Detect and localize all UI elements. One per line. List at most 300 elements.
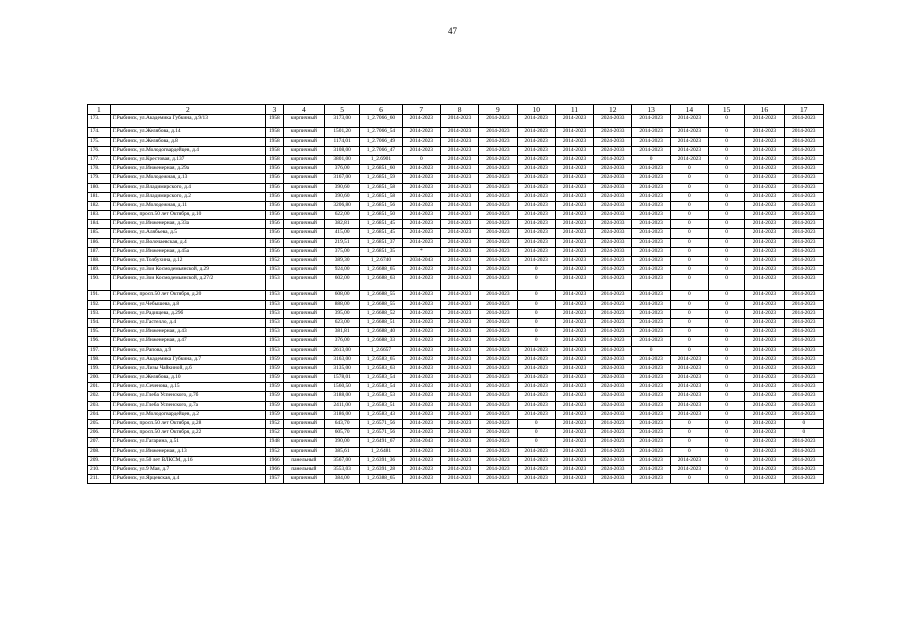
table-cell: 2014-2023 bbox=[784, 328, 823, 337]
table-cell: кирпичный bbox=[283, 192, 324, 201]
table-cell: 2014-2023 bbox=[517, 456, 555, 465]
table-cell: 2014-2023 bbox=[479, 309, 517, 318]
table-cell: Г.Рыбинск, ул.50 лет ВЛКСМ, д.16 bbox=[110, 456, 265, 465]
table-cell: Г.Рыбинск, просп.50 лет Октября, д.20 bbox=[110, 291, 265, 300]
table-cell: 2024-2033 bbox=[594, 355, 632, 364]
table-cell: 2014-2023 bbox=[517, 211, 555, 220]
table-cell: 0 bbox=[517, 291, 555, 300]
table-row bbox=[88, 401, 824, 410]
table-cell: 2014-2023 bbox=[517, 155, 555, 164]
table-cell: 2014-2023 bbox=[555, 429, 593, 438]
column-header: 14 bbox=[670, 105, 708, 115]
table-cell: 2014-2023 bbox=[402, 420, 440, 429]
table-cell: 2014-2023 bbox=[594, 346, 632, 355]
table-cell: 1959 bbox=[266, 355, 284, 364]
table-cell: 0 bbox=[670, 328, 708, 337]
table-cell: 2014-2023 bbox=[555, 337, 593, 346]
table-cell: 2014-2023 bbox=[555, 401, 593, 410]
table-cell: 2014-2023 bbox=[440, 318, 478, 327]
table-cell: 2014-2023 bbox=[784, 229, 823, 238]
table-cell: 2014-2023 bbox=[784, 475, 823, 484]
table-cell: 2014-2023 bbox=[555, 383, 593, 392]
table-cell: 2024-2033 bbox=[594, 229, 632, 238]
table-cell: 2014-2023 bbox=[402, 183, 440, 192]
table-cell: 1_2.6851_56 bbox=[360, 201, 402, 210]
table-cell: 2024-2033 bbox=[594, 364, 632, 373]
table-cell: 2024-2033 bbox=[594, 247, 632, 256]
table-cell: 202. bbox=[88, 392, 111, 401]
table-cell: 0 bbox=[709, 401, 745, 410]
table-cell: 2014-2023 bbox=[440, 475, 478, 484]
table-cell: 2014-2023 bbox=[440, 229, 478, 238]
table-cell: Г.Рыбинск, ул.Сеченова, д.15 bbox=[110, 383, 265, 392]
table-cell: 2014-2023 bbox=[555, 201, 593, 210]
table-cell: 183. bbox=[88, 211, 111, 220]
table-cell: 0 bbox=[709, 155, 745, 164]
table-cell: 0 bbox=[709, 410, 745, 419]
table-cell: 2014-2023 bbox=[745, 429, 784, 438]
table-cell: 2014-2023 bbox=[479, 374, 517, 383]
table-cell: 2014-2023 bbox=[632, 291, 670, 300]
table-cell: 2014-2023 bbox=[517, 201, 555, 210]
table-cell: 1959 bbox=[266, 401, 284, 410]
table-cell: 2014-2023 bbox=[784, 401, 823, 410]
table-cell: 2014-2023 bbox=[555, 275, 593, 291]
table-cell: 3188,00 bbox=[325, 392, 360, 401]
table-cell: 2014-2023 bbox=[479, 137, 517, 146]
table-row bbox=[88, 383, 824, 392]
table-row bbox=[88, 128, 824, 137]
table-cell: 1959 bbox=[266, 364, 284, 373]
table-cell: 3108,00 bbox=[325, 146, 360, 155]
table-cell: 2014-2023 bbox=[555, 410, 593, 419]
table-cell: 2014-2023 bbox=[632, 420, 670, 429]
table-cell: Г.Рыбинск, ул.Крестовая, д.137 bbox=[110, 155, 265, 164]
table-cell: 1_2.6583_63 bbox=[360, 364, 402, 373]
table-cell: Г.Рыбинск, ул.Молодежная, д.13 bbox=[110, 174, 265, 183]
table-cell: 2014-2023 bbox=[670, 401, 708, 410]
table-cell: 2014-2023 bbox=[784, 392, 823, 401]
table-cell: 1_2.6688_55 bbox=[360, 300, 402, 309]
table-cell: 2024-2033 bbox=[594, 192, 632, 201]
table-cell: 0 bbox=[709, 266, 745, 275]
table-cell: 2014-2023 bbox=[555, 137, 593, 146]
table-row bbox=[88, 238, 824, 247]
table-cell: 2014-2023 bbox=[479, 266, 517, 275]
table-cell: Г.Рыбинск, ул.Гагарина, д.51 bbox=[110, 438, 265, 447]
table-cell: 2014-2023 bbox=[594, 257, 632, 266]
table-cell: 0 bbox=[709, 128, 745, 137]
table-cell: Г.Рыбинск, ул.Инженерная, д.47 bbox=[110, 337, 265, 346]
table-cell: 194. bbox=[88, 318, 111, 327]
table-cell: 2014-2023 bbox=[594, 429, 632, 438]
table-cell: 2014-2023 bbox=[632, 318, 670, 327]
table-cell: 2014-2023 bbox=[440, 374, 478, 383]
table-cell: 2014-2023 bbox=[745, 247, 784, 256]
table-cell: 2014-2023 bbox=[594, 291, 632, 300]
table-cell: 2014-2023 bbox=[555, 155, 593, 164]
table-cell: 2014-2023 bbox=[745, 291, 784, 300]
column-header: 13 bbox=[632, 105, 670, 115]
table-cell: кирпичный bbox=[283, 318, 324, 327]
table-cell: 2014-2023 bbox=[632, 355, 670, 364]
table-cell: 2014-2023 bbox=[517, 146, 555, 155]
table-row bbox=[88, 410, 824, 419]
table-cell: 0 bbox=[517, 438, 555, 447]
table-cell: 2014-2023 bbox=[784, 291, 823, 300]
table-cell: 0 bbox=[709, 456, 745, 465]
table-cell: 2014-2023 bbox=[745, 410, 784, 419]
table-cell: 2014-2023 bbox=[440, 155, 478, 164]
table-cell: 2014-2023 bbox=[745, 447, 784, 456]
table-row bbox=[88, 374, 824, 383]
table-cell: 2014-2023 bbox=[402, 291, 440, 300]
table-cell: 1948 bbox=[266, 438, 284, 447]
table-cell: 2014-2023 bbox=[517, 392, 555, 401]
table-cell: 2014-2023 bbox=[745, 346, 784, 355]
table-cell: Г.Рыбинск, ул.Ярцевская, д.4 bbox=[110, 475, 265, 484]
table-cell: Г.Рыбинск, ул.Инженерная, д.13 bbox=[110, 447, 265, 456]
table-cell: 0 bbox=[709, 374, 745, 383]
table-cell: 2014-2023 bbox=[402, 355, 440, 364]
table-cell: 2014-2023 bbox=[670, 137, 708, 146]
table-cell: 2014-2023 bbox=[745, 438, 784, 447]
table-cell: 193. bbox=[88, 309, 111, 318]
table-cell: 1953 bbox=[266, 337, 284, 346]
table-cell: 1953 bbox=[266, 275, 284, 291]
table-cell: 2014-2023 bbox=[784, 456, 823, 465]
table-cell: 1966 bbox=[266, 465, 284, 474]
table-cell: 1_2.7066_60 bbox=[360, 115, 402, 128]
table-cell: 2014-2023 bbox=[745, 465, 784, 474]
table-cell: кирпичный bbox=[283, 137, 324, 146]
table-cell: 2014-2023 bbox=[479, 247, 517, 256]
housing-table bbox=[87, 104, 824, 484]
table-cell: Г.Рыбинск, ул.Академика Губкина, д.9/13 bbox=[110, 115, 265, 128]
table-cell: 2014-2023 bbox=[632, 475, 670, 484]
table-cell: 1956 bbox=[266, 220, 284, 229]
table-cell: 2024-2033 bbox=[594, 211, 632, 220]
table-cell: 2024-2033 bbox=[594, 201, 632, 210]
table-cell: кирпичный bbox=[283, 275, 324, 291]
table-cell: 2014-2023 bbox=[745, 401, 784, 410]
table-cell: 2014-2023 bbox=[440, 238, 478, 247]
table-row bbox=[88, 183, 824, 192]
table-cell: 376,00 bbox=[325, 337, 360, 346]
table-cell: 2024-2033 bbox=[594, 115, 632, 128]
table-cell: 2014-2023 bbox=[784, 183, 823, 192]
table-cell: 2014-2023 bbox=[440, 328, 478, 337]
table-cell: 2014-2023 bbox=[745, 165, 784, 174]
table-row bbox=[88, 392, 824, 401]
table-cell: Г.Рыбинск, ул.Инженерная, д.33а bbox=[110, 220, 265, 229]
table-cell: 1956 bbox=[266, 174, 284, 183]
table-cell: 2014-2023 bbox=[555, 266, 593, 275]
table-cell: 2014-2023 bbox=[784, 247, 823, 256]
table-cell: 2014-2023 bbox=[784, 410, 823, 419]
table-cell: кирпичный bbox=[283, 183, 324, 192]
table-cell: 2014-2023 bbox=[440, 346, 478, 355]
table-cell: 2014-2023 bbox=[440, 275, 478, 291]
table-cell: 176. bbox=[88, 146, 111, 155]
table-cell: 2014-2023 bbox=[479, 465, 517, 474]
table-cell: 2014-2023 bbox=[402, 174, 440, 183]
table-row bbox=[88, 257, 824, 266]
table-cell: 2024-2033 bbox=[594, 220, 632, 229]
table-cell: 2014-2023 bbox=[402, 410, 440, 419]
table-cell: 2014-2023 bbox=[745, 183, 784, 192]
table-cell: 2014-2023 bbox=[745, 220, 784, 229]
table-cell: Г.Рыбинск, ул.Лизы Чайкиной, д.6 bbox=[110, 364, 265, 373]
table-cell: 2014-2023 bbox=[745, 137, 784, 146]
table-cell: кирпичный bbox=[283, 115, 324, 128]
table-cell: 2014-2023 bbox=[745, 309, 784, 318]
table-cell: Г.Рыбинск, ул.Владимирского, д.2 bbox=[110, 192, 265, 201]
table-cell: Г.Рыбинск, ул.Рапова, д.9 bbox=[110, 346, 265, 355]
table-cell: 0 bbox=[670, 201, 708, 210]
table-cell: 2014-2023 bbox=[670, 383, 708, 392]
table-cell: Г.Рыбинск, просп.50 лет Октября, д.28 bbox=[110, 420, 265, 429]
table-cell: Г.Рыбинск, ул.Инженерная, д.43 bbox=[110, 328, 265, 337]
table-cell: 2014-2023 bbox=[555, 220, 593, 229]
table-cell: Г.Рыбинск, ул.Молодежная, д.11 bbox=[110, 201, 265, 210]
table-cell: 208. bbox=[88, 447, 111, 456]
table-cell: 2014-2023 bbox=[402, 128, 440, 137]
table-cell: 2014-2023 bbox=[479, 291, 517, 300]
table-cell: 385,61 bbox=[325, 447, 360, 456]
table-cell: 2014-2023 bbox=[594, 309, 632, 318]
column-header: 15 bbox=[709, 105, 745, 115]
table-cell: 2014-2023 bbox=[632, 392, 670, 401]
table-cell: 1_2.6481 bbox=[360, 447, 402, 456]
table-cell: 1_2.6583_65 bbox=[360, 355, 402, 364]
table-cell: 2024-2033 bbox=[594, 183, 632, 192]
table-cell: 2014-2023 bbox=[632, 192, 670, 201]
table-cell: 1_2.6901 bbox=[360, 155, 402, 164]
table-cell: 2014-2023 bbox=[784, 383, 823, 392]
table-cell: 210. bbox=[88, 465, 111, 474]
table-cell: Г.Рыбинск, ул.Желябова, д.10 bbox=[110, 374, 265, 383]
table-cell: кирпичный bbox=[283, 328, 324, 337]
table-row bbox=[88, 229, 824, 238]
table-cell: 0 bbox=[670, 229, 708, 238]
column-header: 7 bbox=[402, 105, 440, 115]
table-cell: 188. bbox=[88, 257, 111, 266]
table-cell: Г.Рыбинск, ул.Молодогвардейцев, д.2 bbox=[110, 410, 265, 419]
table-cell: 0 bbox=[670, 220, 708, 229]
table-cell: 0 bbox=[670, 438, 708, 447]
table-cell: 1578,01 bbox=[325, 374, 360, 383]
table-cell: 2014-2023 bbox=[517, 346, 555, 355]
table-cell: 2014-2023 bbox=[745, 328, 784, 337]
table-cell: Г.Рыбинск, ул.Желябова, д.14 bbox=[110, 128, 265, 137]
table-cell: 1952 bbox=[266, 447, 284, 456]
table-cell: 2014-2023 bbox=[402, 475, 440, 484]
table-cell: 2014-2023 bbox=[632, 401, 670, 410]
table-cell: 0 bbox=[709, 137, 745, 146]
table-cell: 2014-2023 bbox=[517, 128, 555, 137]
table-cell: 622,00 bbox=[325, 211, 360, 220]
table-cell: 203. bbox=[88, 401, 111, 410]
table-cell: 0 bbox=[670, 346, 708, 355]
table-cell: 2014-2023 bbox=[440, 201, 478, 210]
table-cell: 2014-2023 bbox=[745, 374, 784, 383]
table-cell: 199. bbox=[88, 364, 111, 373]
table-cell: кирпичный bbox=[283, 247, 324, 256]
table-cell: Г.Рыбинск, ул.9 Мая, д.7 bbox=[110, 465, 265, 474]
table-cell: 1958 bbox=[266, 115, 284, 128]
table-cell: 2014-2023 bbox=[479, 220, 517, 229]
table-cell: 2014-2023 bbox=[440, 438, 478, 447]
table-cell: 2014-2023 bbox=[555, 374, 593, 383]
table-cell: 1_2.6583_51 bbox=[360, 401, 402, 410]
table-cell: 2014-2023 bbox=[745, 155, 784, 164]
table-row bbox=[88, 275, 824, 291]
table-cell: 2024-2033 bbox=[594, 410, 632, 419]
table-cell: 2014-2023 bbox=[632, 201, 670, 210]
table-cell: 2014-2023 bbox=[784, 257, 823, 266]
table-cell: 2014-2023 bbox=[670, 374, 708, 383]
table-cell: 0 bbox=[517, 300, 555, 309]
table-cell: 0 bbox=[784, 429, 823, 438]
table-cell: 2014-2023 bbox=[784, 465, 823, 474]
table-cell: Г.Рыбинск, просп.50 лет Октября, д.22 bbox=[110, 429, 265, 438]
table-cell: 0 bbox=[517, 420, 555, 429]
column-header: 10 bbox=[517, 105, 555, 115]
table-row bbox=[88, 355, 824, 364]
table-cell: 3567,00 bbox=[325, 456, 360, 465]
table-cell: 643,70 bbox=[325, 420, 360, 429]
table-cell: 177. bbox=[88, 155, 111, 164]
table-cell: 2014-2023 bbox=[402, 364, 440, 373]
table-cell: 381,81 bbox=[325, 328, 360, 337]
table-cell: 2014-2023 bbox=[670, 146, 708, 155]
table-cell: 1953 bbox=[266, 346, 284, 355]
table-cell: 0 bbox=[517, 309, 555, 318]
table-cell: 2014-2023 bbox=[479, 420, 517, 429]
table-cell: 0 bbox=[709, 337, 745, 346]
table-cell: 0 bbox=[670, 247, 708, 256]
table-row bbox=[88, 300, 824, 309]
table-cell: 2014-2023 bbox=[784, 115, 823, 128]
table-cell: 1_2.6583_54 bbox=[360, 374, 402, 383]
table-cell: 0 bbox=[709, 318, 745, 327]
table-cell: 2014-2023 bbox=[555, 300, 593, 309]
table-cell: 2014-2023 bbox=[594, 155, 632, 164]
table-cell: Г.Рыбинск, ул.Молодогвардейцев, д.4 bbox=[110, 146, 265, 155]
table-cell: 1_2.6391_36 bbox=[360, 456, 402, 465]
table-cell: 2014-2023 bbox=[402, 401, 440, 410]
column-header: 8 bbox=[440, 105, 478, 115]
table-cell: 1956 bbox=[266, 192, 284, 201]
table-cell: 2014-2023 bbox=[555, 392, 593, 401]
table-cell: 0 bbox=[670, 300, 708, 309]
table-cell: 0 bbox=[517, 328, 555, 337]
table-cell: 2014-2023 bbox=[479, 115, 517, 128]
table-cell: 2613,00 bbox=[325, 346, 360, 355]
table-cell: 2014-2023 bbox=[632, 229, 670, 238]
table-cell: 2014-2023 bbox=[402, 456, 440, 465]
table-cell: 2014-2023 bbox=[632, 328, 670, 337]
table-cell: 1953 bbox=[266, 300, 284, 309]
table-row bbox=[88, 211, 824, 220]
table-cell: 2024-2033 bbox=[594, 128, 632, 137]
table-cell: 2014-2023 bbox=[479, 392, 517, 401]
table-cell: 2014-2023 bbox=[479, 128, 517, 137]
table-cell: 2014-2023 bbox=[555, 364, 593, 373]
table-cell: 2014-2023 bbox=[632, 137, 670, 146]
table-cell: 1952 bbox=[266, 257, 284, 266]
table-cell: 376,00 bbox=[325, 165, 360, 174]
table-cell: 2014-2023 bbox=[784, 337, 823, 346]
table-cell: 2014-2023 bbox=[745, 275, 784, 291]
table-cell: 2014-2023 bbox=[745, 383, 784, 392]
table-cell: 0 bbox=[670, 192, 708, 201]
table-cell: 0 bbox=[709, 220, 745, 229]
column-header: 3 bbox=[266, 105, 284, 115]
table-cell: кирпичный bbox=[283, 429, 324, 438]
table-cell: 2014-2023 bbox=[402, 192, 440, 201]
table-cell: 395,00 bbox=[325, 309, 360, 318]
table-cell: 2014-2023 bbox=[517, 174, 555, 183]
table-cell: 1_2.6491_67 bbox=[360, 438, 402, 447]
table-cell: кирпичный bbox=[283, 155, 324, 164]
table-cell: 2014-2023 bbox=[402, 318, 440, 327]
table-cell: 174. bbox=[88, 128, 111, 137]
table-cell: 206. bbox=[88, 429, 111, 438]
table-row bbox=[88, 337, 824, 346]
table-cell: 2014-2023 bbox=[440, 309, 478, 318]
table-cell: 2014-2023 bbox=[745, 475, 784, 484]
table-cell: 2014-2023 bbox=[440, 410, 478, 419]
table-cell: 2014-2023 bbox=[745, 355, 784, 364]
table-cell: Г.Рыбинск, ул.Инженерная, д.29а bbox=[110, 165, 265, 174]
table-cell: 1_2.6583_43 bbox=[360, 410, 402, 419]
table-cell: 2014-2023 bbox=[517, 220, 555, 229]
table-cell: 0 bbox=[709, 211, 745, 220]
table-cell: 2014-2023 bbox=[784, 238, 823, 247]
table-cell: 1501,20 bbox=[325, 128, 360, 137]
table-cell: 2014-2023 bbox=[517, 374, 555, 383]
table-cell: 2024-2033 bbox=[594, 137, 632, 146]
table-cell: Г.Рыбинск, ул.Владимирского, д.4 bbox=[110, 183, 265, 192]
column-header: 1 bbox=[88, 105, 111, 115]
table-cell: 1959 bbox=[266, 410, 284, 419]
table-cell: 2014-2023 bbox=[479, 192, 517, 201]
table-cell: 0 bbox=[670, 266, 708, 275]
table-cell: 2014-2023 bbox=[479, 364, 517, 373]
table-cell: 2014-2023 bbox=[479, 447, 517, 456]
table-cell: Г.Рыбинск, ул.Гастелло, д.4 bbox=[110, 318, 265, 327]
table-cell: 0 bbox=[709, 192, 745, 201]
table-cell: Г.Рыбинск, ул.Волочаевская, д.4 bbox=[110, 238, 265, 247]
table-cell: 0 bbox=[709, 475, 745, 484]
table-cell: 2014-2023 bbox=[594, 275, 632, 291]
table-cell: 1953 bbox=[266, 328, 284, 337]
table-cell: 2014-2023 bbox=[632, 211, 670, 220]
table-cell: 2014-2023 bbox=[440, 456, 478, 465]
table-cell: кирпичный bbox=[283, 128, 324, 137]
table-cell: кирпичный bbox=[283, 355, 324, 364]
table-cell: 173. bbox=[88, 115, 111, 128]
table-cell: 2014-2023 bbox=[440, 211, 478, 220]
table-cell: 2014-2023 bbox=[517, 475, 555, 484]
table-cell: 2014-2023 bbox=[555, 128, 593, 137]
table-cell: 0 bbox=[709, 300, 745, 309]
table-cell: 602,00 bbox=[325, 275, 360, 291]
table-cell: 605,70 bbox=[325, 429, 360, 438]
table-cell: 0 bbox=[517, 266, 555, 275]
